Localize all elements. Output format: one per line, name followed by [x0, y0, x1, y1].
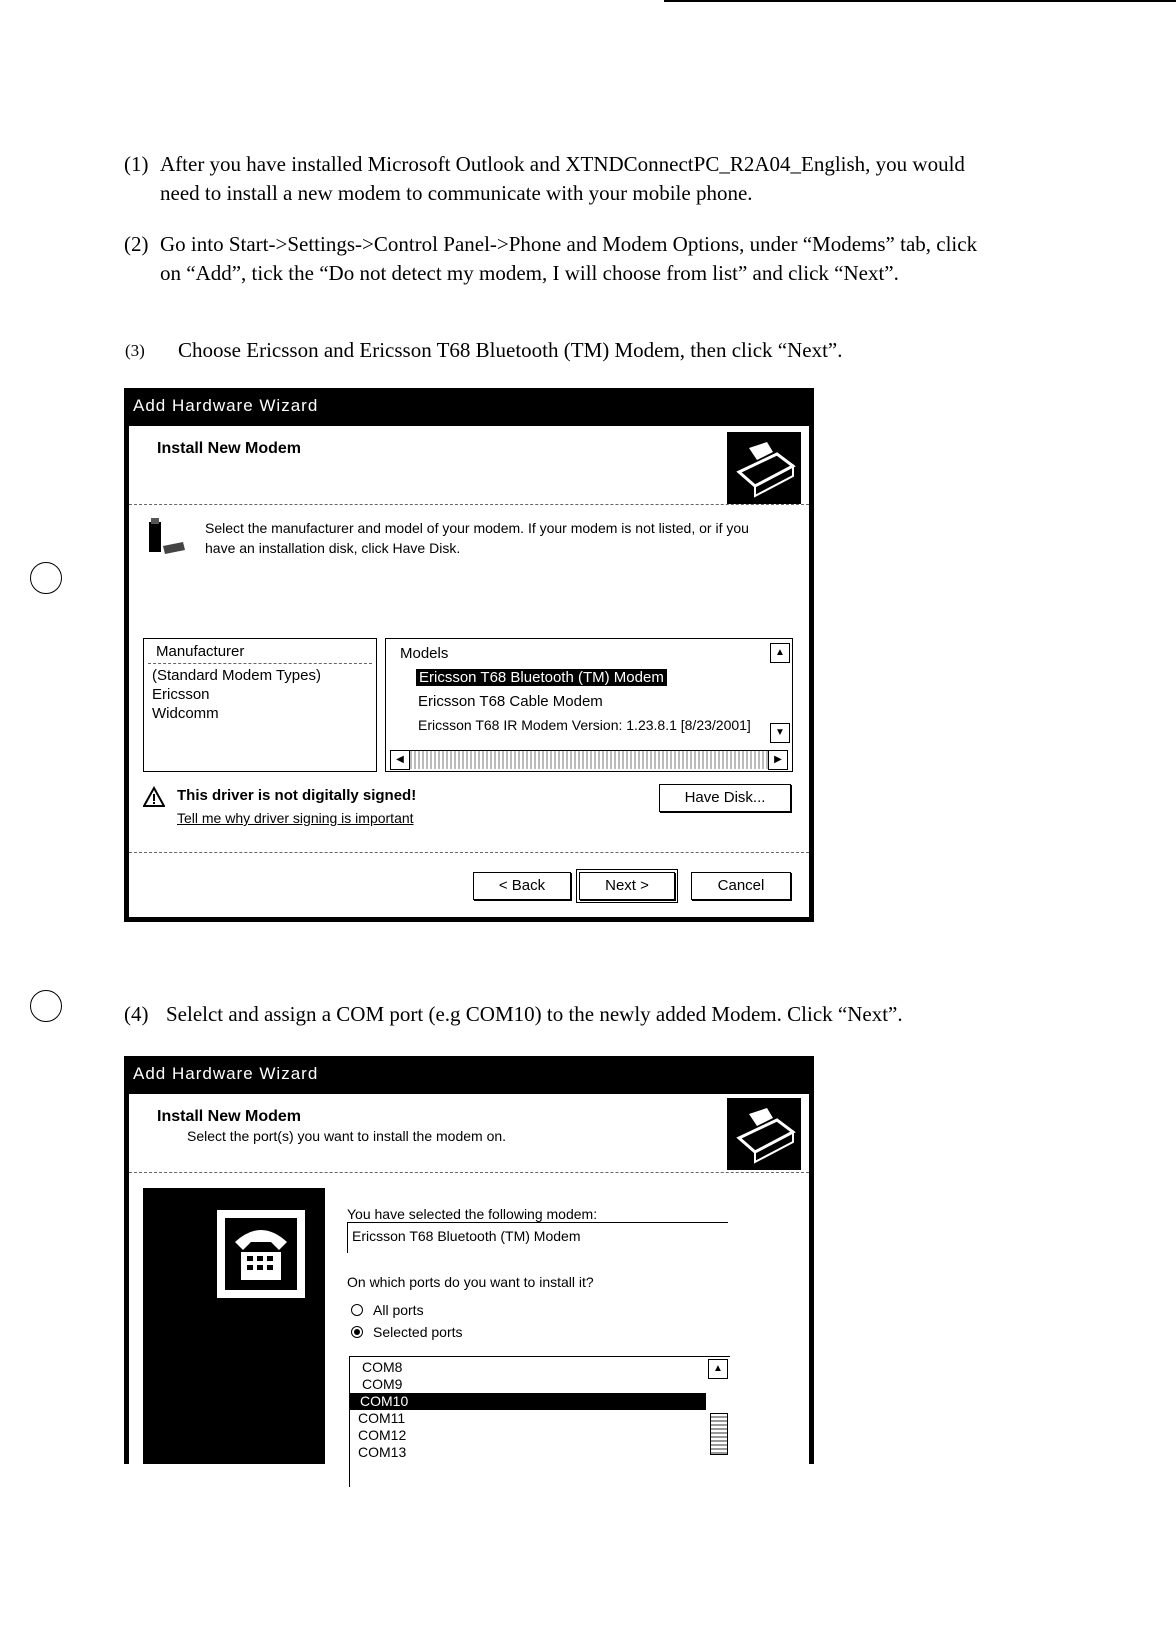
wizard-title: Add Hardware Wizard	[133, 396, 319, 415]
manufacturer-listbox[interactable]	[143, 638, 377, 772]
step-1	[124, 150, 980, 208]
model-item-selected[interactable]: Ericsson T68 Bluetooth (TM) Modem	[416, 669, 667, 686]
top-rule	[664, 0, 1176, 2]
models-header: Models	[400, 645, 449, 662]
instruction-text: Select the manufacturer and model of your modem. If your modem is not listed, or if you have an installation disk, click Have Disk.	[205, 520, 749, 556]
footer-divider	[129, 852, 809, 853]
step-3	[125, 336, 998, 365]
header-divider	[129, 504, 809, 505]
driver-signing-link[interactable]: Tell me why driver signing is important	[177, 810, 414, 826]
selected-ports-label: Selected ports	[373, 1324, 463, 1340]
port-item-selected[interactable]	[350, 1393, 706, 1410]
port-item[interactable]: COM13	[358, 1444, 407, 1460]
port-item[interactable]: COM11	[358, 1410, 406, 1426]
side-panel	[143, 1188, 325, 1464]
model-item[interactable]: Ericsson T68 IR Modem Version: 1.23.8.1 [8/23/2001]	[418, 717, 751, 733]
step-2-text: Go into Start->Settings->Control Panel->Phone and Modem Options, under “Modems” tab, click on “Add”, tick the “Do not detect my modem, I will choose from list” and click “Next”.	[160, 232, 978, 285]
header-divider	[129, 1172, 809, 1173]
hardware-icon	[727, 432, 801, 504]
step-3-text: Choose Ericsson and Ericsson T68 Bluetooth (TM) Modem, then click “Next”.	[178, 338, 843, 362]
cancel-button[interactable]: Cancel	[691, 872, 791, 900]
manufacturer-item[interactable]: Widcomm	[152, 705, 219, 722]
scroll-down-icon[interactable]: ▼	[770, 723, 790, 743]
scroll-up-icon[interactable]: ▲	[708, 1359, 728, 1379]
manufacturer-item[interactable]: (Standard Modem Types)	[152, 667, 321, 684]
port-item[interactable]: COM12	[358, 1427, 407, 1443]
scroll-left-icon[interactable]: ◀	[390, 750, 410, 770]
binder-hole	[30, 562, 62, 594]
port-item[interactable]: COM8	[362, 1359, 403, 1375]
step-4	[124, 1000, 986, 1029]
binder-hole	[30, 990, 62, 1022]
ports-question: On which ports do you want to install it?	[347, 1274, 594, 1290]
manufacturer-item[interactable]: Ericsson	[152, 686, 210, 703]
phone-icon	[217, 1210, 305, 1298]
scroll-right-icon[interactable]: ▶	[768, 750, 788, 770]
wizard-header: Install New Modem	[157, 1108, 302, 1125]
add-hardware-wizard-manufacturer	[124, 388, 814, 922]
all-ports-label: All ports	[373, 1302, 424, 1318]
step-2	[124, 230, 980, 288]
step-4-number: (4)	[124, 1002, 149, 1026]
step-1-text: After you have installed Microsoft Outlook and XTNDConnectPC_R2A04_English, you would need to install a new modem to communicate with your mobile phone.	[160, 152, 965, 205]
modem-icon	[143, 516, 187, 560]
ports-listbox[interactable]	[349, 1356, 730, 1487]
scroll-up-icon[interactable]: ▲	[770, 643, 790, 663]
vertical-scrollbar-thumb[interactable]	[710, 1413, 728, 1455]
step-3-number: (3)	[125, 341, 145, 360]
step-1-number: (1)	[124, 152, 149, 176]
models-listbox[interactable]	[385, 638, 793, 772]
hardware-icon	[727, 1098, 801, 1170]
wizard-title: Add Hardware Wizard	[133, 1064, 319, 1083]
back-button[interactable]: < Back	[473, 872, 571, 900]
have-disk-button[interactable]: Have Disk...	[659, 784, 791, 812]
all-ports-radio[interactable]	[351, 1304, 363, 1316]
selected-modem-field	[347, 1222, 728, 1253]
manufacturer-header: Manufacturer	[156, 643, 245, 660]
horizontal-scrollbar[interactable]	[390, 750, 788, 769]
wizard-body	[129, 426, 809, 917]
next-button[interactable]: Next >	[579, 872, 675, 900]
port-item[interactable]: COM9	[362, 1376, 403, 1392]
wizard-body	[129, 1094, 809, 1464]
add-hardware-wizard-ports	[124, 1056, 814, 1464]
selected-modem-label: You have selected the following modem:	[347, 1206, 598, 1222]
wizard-header: Install New Modem	[157, 440, 302, 457]
warning-text: This driver is not digitally signed!	[177, 787, 417, 804]
model-item[interactable]: Ericsson T68 Cable Modem	[418, 693, 603, 710]
port-item-selected-label: COM10	[360, 1393, 409, 1409]
step-4-text: Selelct and assign a COM port (e.g COM10) to the newly added Modem. Click “Next”.	[166, 1002, 903, 1026]
selected-modem-value: Ericsson T68 Bluetooth (TM) Modem	[352, 1228, 581, 1244]
selected-ports-radio[interactable]	[351, 1326, 363, 1338]
step-2-number: (2)	[124, 232, 149, 256]
wizard-subheader: Select the port(s) you want to install the modem on.	[187, 1128, 507, 1144]
warning-icon	[143, 786, 165, 808]
